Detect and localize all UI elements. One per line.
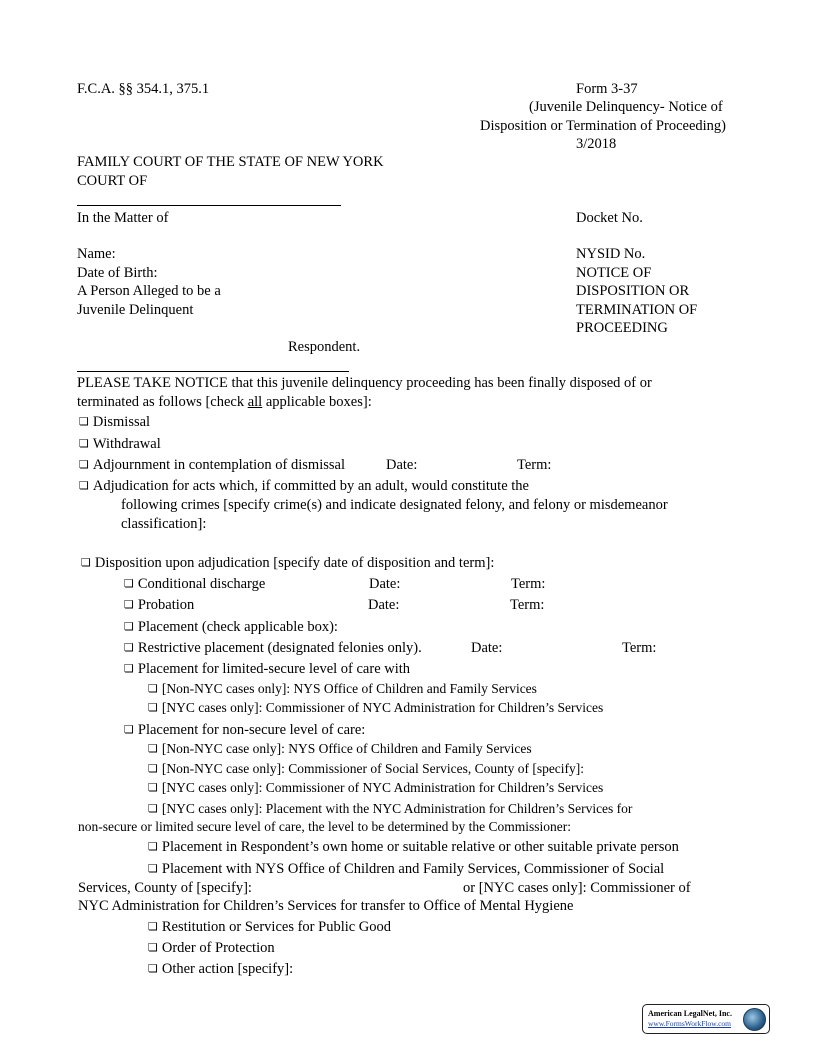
- form-title-line1: (Juvenile Delinquency- Notice of: [529, 99, 723, 115]
- prob-date-label: Date:: [368, 597, 400, 613]
- logo-site-link[interactable]: www.FormsWorkFlow.com: [648, 1019, 732, 1028]
- court-name: FAMILY COURT OF THE STATE OF NEW YORK: [77, 154, 384, 170]
- globe-icon: [743, 1008, 766, 1031]
- dob-label: Date of Birth:: [77, 265, 158, 281]
- ocfs-line3: NYC Administration for Children’s Services for transfer to Office of Mental Hygiene: [78, 898, 574, 914]
- docket-number-label: Docket No.: [576, 210, 643, 226]
- dismissal-checkbox[interactable]: ❏ Dismissal: [79, 413, 150, 432]
- ocfs-placement-checkbox[interactable]: ❏ Placement with NYS Office of Children and Family Services, Commissioner of Social: [148, 860, 664, 879]
- person-alleged-line2: Juvenile Delinquent: [77, 302, 194, 318]
- cd-term-label: Term:: [511, 576, 546, 592]
- limited-secure-checkbox[interactable]: ❏ Placement for limited-secure level of care with: [124, 660, 410, 679]
- acd-checkbox[interactable]: ❏ Adjournment in contemplation of dismissal: [79, 456, 345, 475]
- form-title-line2: Disposition or Termination of Proceeding): [480, 118, 726, 134]
- doc-title-1: NOTICE OF: [576, 265, 652, 281]
- form-date: 3/2018: [576, 136, 617, 152]
- probation-checkbox[interactable]: ❏ Probation: [124, 596, 194, 615]
- americanlegalnet-logo[interactable]: [642, 1004, 770, 1034]
- in-the-matter-of: In the Matter of: [77, 210, 169, 226]
- own-home-checkbox[interactable]: ❏ Placement in Respondent’s own home or suitable relative or other suitable private person: [148, 838, 679, 857]
- conditional-discharge-checkbox[interactable]: ❏ Conditional discharge: [124, 575, 265, 594]
- notice-line2: terminated as follows [check all applicable boxes]:: [77, 394, 372, 410]
- ns-nyc-acs-line2: non-secure or limited secure level of care, the level to be determined by the Commissioner:: [78, 819, 571, 834]
- ns-non-nyc-ocfs-checkbox[interactable]: ❏ [Non-NYC case only]: NYS Office of Children and Family Services: [148, 740, 532, 759]
- person-alleged-line1: A Person Alleged to be a: [77, 283, 221, 299]
- notice-line1: PLEASE TAKE NOTICE that this juvenile delinquency proceeding has been finally disposed of or: [77, 375, 652, 391]
- statute-citation: F.C.A. §§ 354.1, 375.1: [77, 81, 210, 97]
- adjudication-line2: following crimes [specify crime(s) and indicate designated felony, and felony or misdemeanor: [121, 497, 668, 513]
- ns-nyc-checkbox[interactable]: ❏ [NYC cases only]: Commissioner of NYC Administration for Children’s Services: [148, 779, 603, 798]
- name-label: Name:: [77, 246, 116, 262]
- court-blank-line: [77, 205, 341, 206]
- doc-title-2: DISPOSITION OR: [576, 283, 690, 299]
- ls-nyc-checkbox[interactable]: ❏ [NYC cases only]: Commissioner of NYC Administration for Children’s Services: [148, 699, 603, 718]
- non-secure-checkbox[interactable]: ❏ Placement for non-secure level of care:: [124, 721, 365, 740]
- acd-date-label: Date:: [386, 457, 418, 473]
- ocfs-line2b: or [NYC cases only]: Commissioner of: [463, 880, 691, 896]
- disposition-checkbox[interactable]: ❏ Disposition upon adjudication [specify date of disposition and term]:: [81, 554, 494, 573]
- logo-company: American LegalNet, Inc.: [648, 1009, 732, 1018]
- ls-non-nyc-checkbox[interactable]: ❏ [Non-NYC cases only]: NYS Office of Children and Family Services: [148, 680, 537, 699]
- adjudication-line3: classification]:: [121, 516, 207, 532]
- respondent-label: Respondent.: [288, 339, 361, 355]
- caption-divider: [77, 371, 349, 372]
- order-of-protection-checkbox[interactable]: ❏ Order of Protection: [148, 939, 275, 958]
- form-number: Form 3-37: [576, 81, 638, 97]
- nysid-label: NYSID No.: [576, 246, 646, 262]
- ns-nyc-acs-checkbox[interactable]: ❏ [NYC cases only]: Placement with the NYC Administration for Children’s Services for: [148, 800, 632, 819]
- rp-date-label: Date:: [471, 640, 503, 656]
- placement-checkbox[interactable]: ❏ Placement (check applicable box):: [124, 618, 338, 637]
- restrictive-placement-checkbox[interactable]: ❏ Restrictive placement (designated felonies only).: [124, 639, 422, 658]
- doc-title-3: TERMINATION OF: [576, 302, 698, 318]
- rp-term-label: Term:: [622, 640, 657, 656]
- doc-title-4: PROCEEDING: [576, 320, 668, 336]
- ns-non-nyc-css-checkbox[interactable]: ❏ [Non-NYC case only]: Commissioner of Social Services, County of [specify]:: [148, 760, 584, 779]
- restitution-checkbox[interactable]: ❏ Restitution or Services for Public Good: [148, 918, 391, 937]
- prob-term-label: Term:: [510, 597, 545, 613]
- court-of: COURT OF: [77, 173, 148, 189]
- adjudication-checkbox[interactable]: ❏ Adjudication for acts which, if committed by an adult, would constitute the: [79, 477, 529, 496]
- acd-term-label: Term:: [517, 457, 552, 473]
- other-action-checkbox[interactable]: ❏ Other action [specify]:: [148, 960, 293, 979]
- withdrawal-checkbox[interactable]: ❏ Withdrawal: [79, 435, 161, 454]
- cd-date-label: Date:: [369, 576, 401, 592]
- ocfs-line2a: Services, County of [specify]:: [78, 880, 252, 896]
